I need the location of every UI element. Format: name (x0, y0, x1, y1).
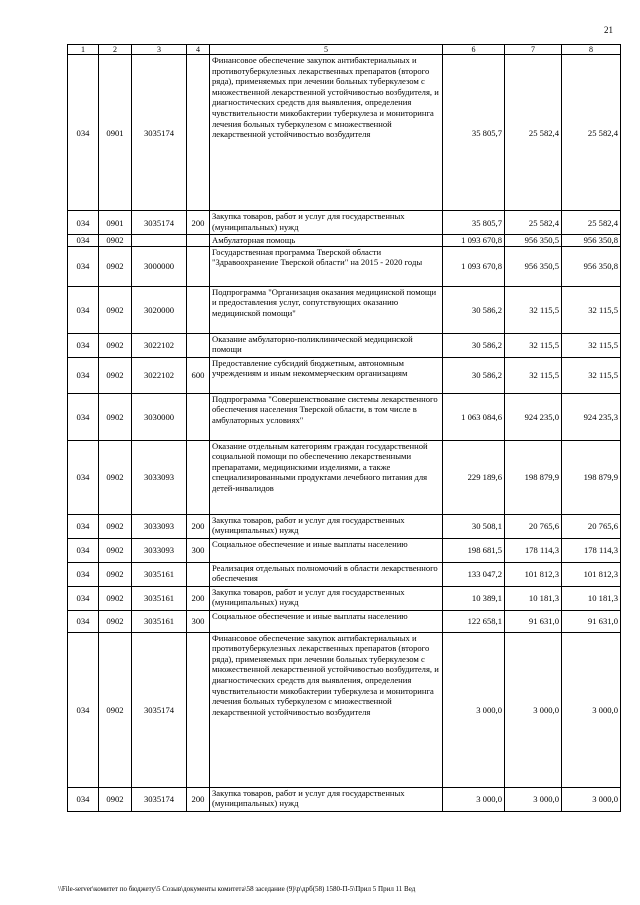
cell-admin-code: 034 (68, 632, 99, 787)
cell-expense-type (187, 632, 210, 787)
cell-admin-code: 034 (68, 211, 99, 235)
cell-name: Реализация отдельных полномочий в области лекарственного обеспечения (210, 562, 443, 586)
cell-target-code: 3035174 (132, 55, 187, 211)
cell-amount-2: 10 181,3 (505, 586, 562, 610)
cell-expense-type: 200 (187, 514, 210, 538)
cell-section-code: 0902 (99, 393, 132, 440)
cell-amount-1: 122 658,1 (443, 610, 505, 632)
cell-section-code: 0902 (99, 787, 132, 811)
cell-amount-3: 956 350,8 (562, 235, 621, 247)
cell-admin-code: 034 (68, 55, 99, 211)
cell-section-code: 0902 (99, 632, 132, 787)
cell-expense-type: 200 (187, 787, 210, 811)
cell-section-code: 0902 (99, 586, 132, 610)
cell-admin-code: 034 (68, 235, 99, 247)
table-row (68, 514, 621, 538)
cell-expense-type (187, 286, 210, 333)
cell-amount-1: 1 093 670,8 (443, 246, 505, 286)
cell-target-code: 3035174 (132, 211, 187, 235)
cell-name: Финансовое обеспечение закупок антибактериальных и противотуберкулезных лекарственных препаратов (второго ряда), применяемых при лечении больных туберкулезом с множественной лекарственной устойчивостью возбудителя, и диагностических средств для выявления, определения чувствительности микобактерии туберкулеза и мониторинга лечения больных туберкулезом с множественной лекарственной устойчивостью возбудителя (210, 55, 443, 211)
cell-section-code: 0902 (99, 333, 132, 357)
column-header: 3 (132, 45, 187, 55)
cell-amount-1: 3 000,0 (443, 787, 505, 811)
cell-name: Подпрограмма "Совершенствование системы лекарственного обеспечения населения Тверской области, в том числе в амбулаторных условиях" (210, 393, 443, 440)
footer-file-path: \\File-server\комитет по бюджету\5 Созыв\документы комитета\58 заседание (9)\p\дрб(58) 1580-П-5\Прил 5 Прил 11 Вед (58, 885, 416, 893)
cell-expense-type (187, 562, 210, 586)
cell-amount-1: 10 389,1 (443, 586, 505, 610)
cell-amount-3: 178 114,3 (562, 538, 621, 562)
column-header: 2 (99, 45, 132, 55)
cell-amount-1: 30 508,1 (443, 514, 505, 538)
cell-amount-2: 32 115,5 (505, 286, 562, 333)
header-row (68, 45, 621, 55)
column-header: 1 (68, 45, 99, 55)
cell-target-code: 3020000 (132, 286, 187, 333)
cell-amount-2: 924 235,0 (505, 393, 562, 440)
table-row (68, 235, 621, 247)
cell-target-code: 3035174 (132, 787, 187, 811)
cell-amount-2: 3 000,0 (505, 787, 562, 811)
cell-amount-3: 20 765,6 (562, 514, 621, 538)
page-number: 21 (604, 25, 613, 35)
cell-name: Социальное обеспечение и иные выплаты населению (210, 610, 443, 632)
table-row (68, 246, 621, 286)
cell-name: Оказание амбулаторно-поликлинической медицинской помощи (210, 333, 443, 357)
cell-amount-3: 10 181,3 (562, 586, 621, 610)
cell-amount-2: 20 765,6 (505, 514, 562, 538)
cell-section-code: 0902 (99, 357, 132, 393)
cell-admin-code: 034 (68, 286, 99, 333)
cell-name: Закупка товаров, работ и услуг для государственных (муниципальных) нужд (210, 787, 443, 811)
cell-amount-3: 3 000,0 (562, 632, 621, 787)
column-header: 8 (562, 45, 621, 55)
cell-amount-1: 133 047,2 (443, 562, 505, 586)
cell-target-code: 3033093 (132, 538, 187, 562)
cell-target-code: 3035174 (132, 632, 187, 787)
table-row (68, 562, 621, 586)
cell-amount-1: 30 586,2 (443, 357, 505, 393)
cell-amount-3: 25 582,4 (562, 211, 621, 235)
cell-amount-1: 35 805,7 (443, 55, 505, 211)
cell-name: Подпрограмма "Организация оказания медицинской помощи и предоставления услуг, сопутствующих оказанию медицинской помощи" (210, 286, 443, 333)
cell-amount-3: 101 812,3 (562, 562, 621, 586)
cell-admin-code: 034 (68, 586, 99, 610)
cell-admin-code: 034 (68, 610, 99, 632)
cell-amount-3: 32 115,5 (562, 333, 621, 357)
cell-expense-type (187, 440, 210, 514)
cell-amount-2: 91 631,0 (505, 610, 562, 632)
table-row (68, 538, 621, 562)
cell-section-code: 0901 (99, 55, 132, 211)
cell-section-code: 0902 (99, 514, 132, 538)
cell-amount-3: 198 879,9 (562, 440, 621, 514)
cell-expense-type: 300 (187, 538, 210, 562)
cell-amount-1: 1 063 084,6 (443, 393, 505, 440)
cell-amount-1: 3 000,0 (443, 632, 505, 787)
column-header: 5 (210, 45, 443, 55)
cell-admin-code: 034 (68, 787, 99, 811)
cell-expense-type (187, 55, 210, 211)
cell-admin-code: 034 (68, 357, 99, 393)
cell-section-code: 0902 (99, 286, 132, 333)
cell-amount-2: 178 114,3 (505, 538, 562, 562)
cell-section-code: 0902 (99, 610, 132, 632)
cell-amount-2: 32 115,5 (505, 357, 562, 393)
table-row (68, 357, 621, 393)
cell-amount-3: 924 235,3 (562, 393, 621, 440)
cell-expense-type (187, 333, 210, 357)
column-header: 6 (443, 45, 505, 55)
cell-amount-3: 3 000,0 (562, 787, 621, 811)
table-row (68, 333, 621, 357)
cell-amount-2: 25 582,4 (505, 211, 562, 235)
cell-name: Оказание отдельным категориям граждан государственной социальной помощи по обеспечению лекарственными препаратами, медицинскими изделиями, а также специализированными продуктами лечебного питания для детей-инвалидов (210, 440, 443, 514)
cell-section-code: 0902 (99, 246, 132, 286)
cell-expense-type: 600 (187, 357, 210, 393)
cell-expense-type (187, 246, 210, 286)
cell-target-code: 3000000 (132, 246, 187, 286)
cell-target-code (132, 235, 187, 247)
cell-name: Предоставление субсидий бюджетным, автономным учреждениям и иным некоммерческим организациям (210, 357, 443, 393)
cell-amount-3: 32 115,5 (562, 357, 621, 393)
cell-admin-code: 034 (68, 333, 99, 357)
cell-amount-2: 956 350,5 (505, 235, 562, 247)
table-row (68, 440, 621, 514)
cell-target-code: 3035161 (132, 562, 187, 586)
cell-admin-code: 034 (68, 393, 99, 440)
cell-admin-code: 034 (68, 514, 99, 538)
table-row (68, 393, 621, 440)
cell-name: Закупка товаров, работ и услуг для государственных (муниципальных) нужд (210, 586, 443, 610)
budget-table (67, 44, 621, 812)
cell-amount-3: 25 582,4 (562, 55, 621, 211)
cell-name: Закупка товаров, работ и услуг для государственных (муниципальных) нужд (210, 514, 443, 538)
cell-admin-code: 034 (68, 246, 99, 286)
cell-name: Государственная программа Тверской области "Здравоохранение Тверской области" на 2015 - 2020 годы (210, 246, 443, 286)
cell-amount-1: 198 681,5 (443, 538, 505, 562)
cell-admin-code: 034 (68, 440, 99, 514)
cell-amount-2: 956 350,5 (505, 246, 562, 286)
cell-expense-type: 300 (187, 610, 210, 632)
cell-amount-3: 32 115,5 (562, 286, 621, 333)
cell-section-code: 0902 (99, 562, 132, 586)
cell-admin-code: 034 (68, 538, 99, 562)
cell-amount-1: 35 805,7 (443, 211, 505, 235)
cell-target-code: 3035161 (132, 586, 187, 610)
table-row (68, 610, 621, 632)
cell-target-code: 3022102 (132, 357, 187, 393)
cell-amount-2: 25 582,4 (505, 55, 562, 211)
cell-amount-1: 1 093 670,8 (443, 235, 505, 247)
table-row (68, 286, 621, 333)
table-row (68, 211, 621, 235)
table-row (68, 787, 621, 811)
table-row (68, 632, 621, 787)
cell-target-code: 3035161 (132, 610, 187, 632)
cell-amount-3: 91 631,0 (562, 610, 621, 632)
cell-expense-type: 200 (187, 586, 210, 610)
cell-amount-2: 32 115,5 (505, 333, 562, 357)
column-header: 7 (505, 45, 562, 55)
cell-section-code: 0902 (99, 235, 132, 247)
cell-name: Социальное обеспечение и иные выплаты населению (210, 538, 443, 562)
cell-target-code: 3022102 (132, 333, 187, 357)
cell-amount-1: 229 189,6 (443, 440, 505, 514)
cell-amount-2: 3 000,0 (505, 632, 562, 787)
cell-target-code: 3030000 (132, 393, 187, 440)
cell-section-code: 0902 (99, 440, 132, 514)
cell-name: Финансовое обеспечение закупок антибактериальных и противотуберкулезных лекарственных препаратов (второго ряда), применяемых при лечении больных туберкулезом с множественной лекарственной устойчивостью возбудителя, и диагностических средств для выявления, определения чувствительности микобактерии туберкулеза и мониторинга лечения больных туберкулезом с множественной лекарственной устойчивостью возбудителя (210, 632, 443, 787)
table-row (68, 55, 621, 211)
cell-amount-1: 30 586,2 (443, 333, 505, 357)
cell-name: Закупка товаров, работ и услуг для государственных (муниципальных) нужд (210, 211, 443, 235)
cell-amount-2: 101 812,3 (505, 562, 562, 586)
table-row (68, 586, 621, 610)
cell-section-code: 0901 (99, 211, 132, 235)
cell-name: Амбулаторная помощь (210, 235, 443, 247)
cell-amount-2: 198 879,9 (505, 440, 562, 514)
cell-admin-code: 034 (68, 562, 99, 586)
cell-target-code: 3033093 (132, 514, 187, 538)
cell-expense-type (187, 393, 210, 440)
cell-amount-1: 30 586,2 (443, 286, 505, 333)
cell-section-code: 0902 (99, 538, 132, 562)
cell-expense-type (187, 235, 210, 247)
cell-expense-type: 200 (187, 211, 210, 235)
column-header: 4 (187, 45, 210, 55)
cell-target-code: 3033093 (132, 440, 187, 514)
cell-amount-3: 956 350,8 (562, 246, 621, 286)
